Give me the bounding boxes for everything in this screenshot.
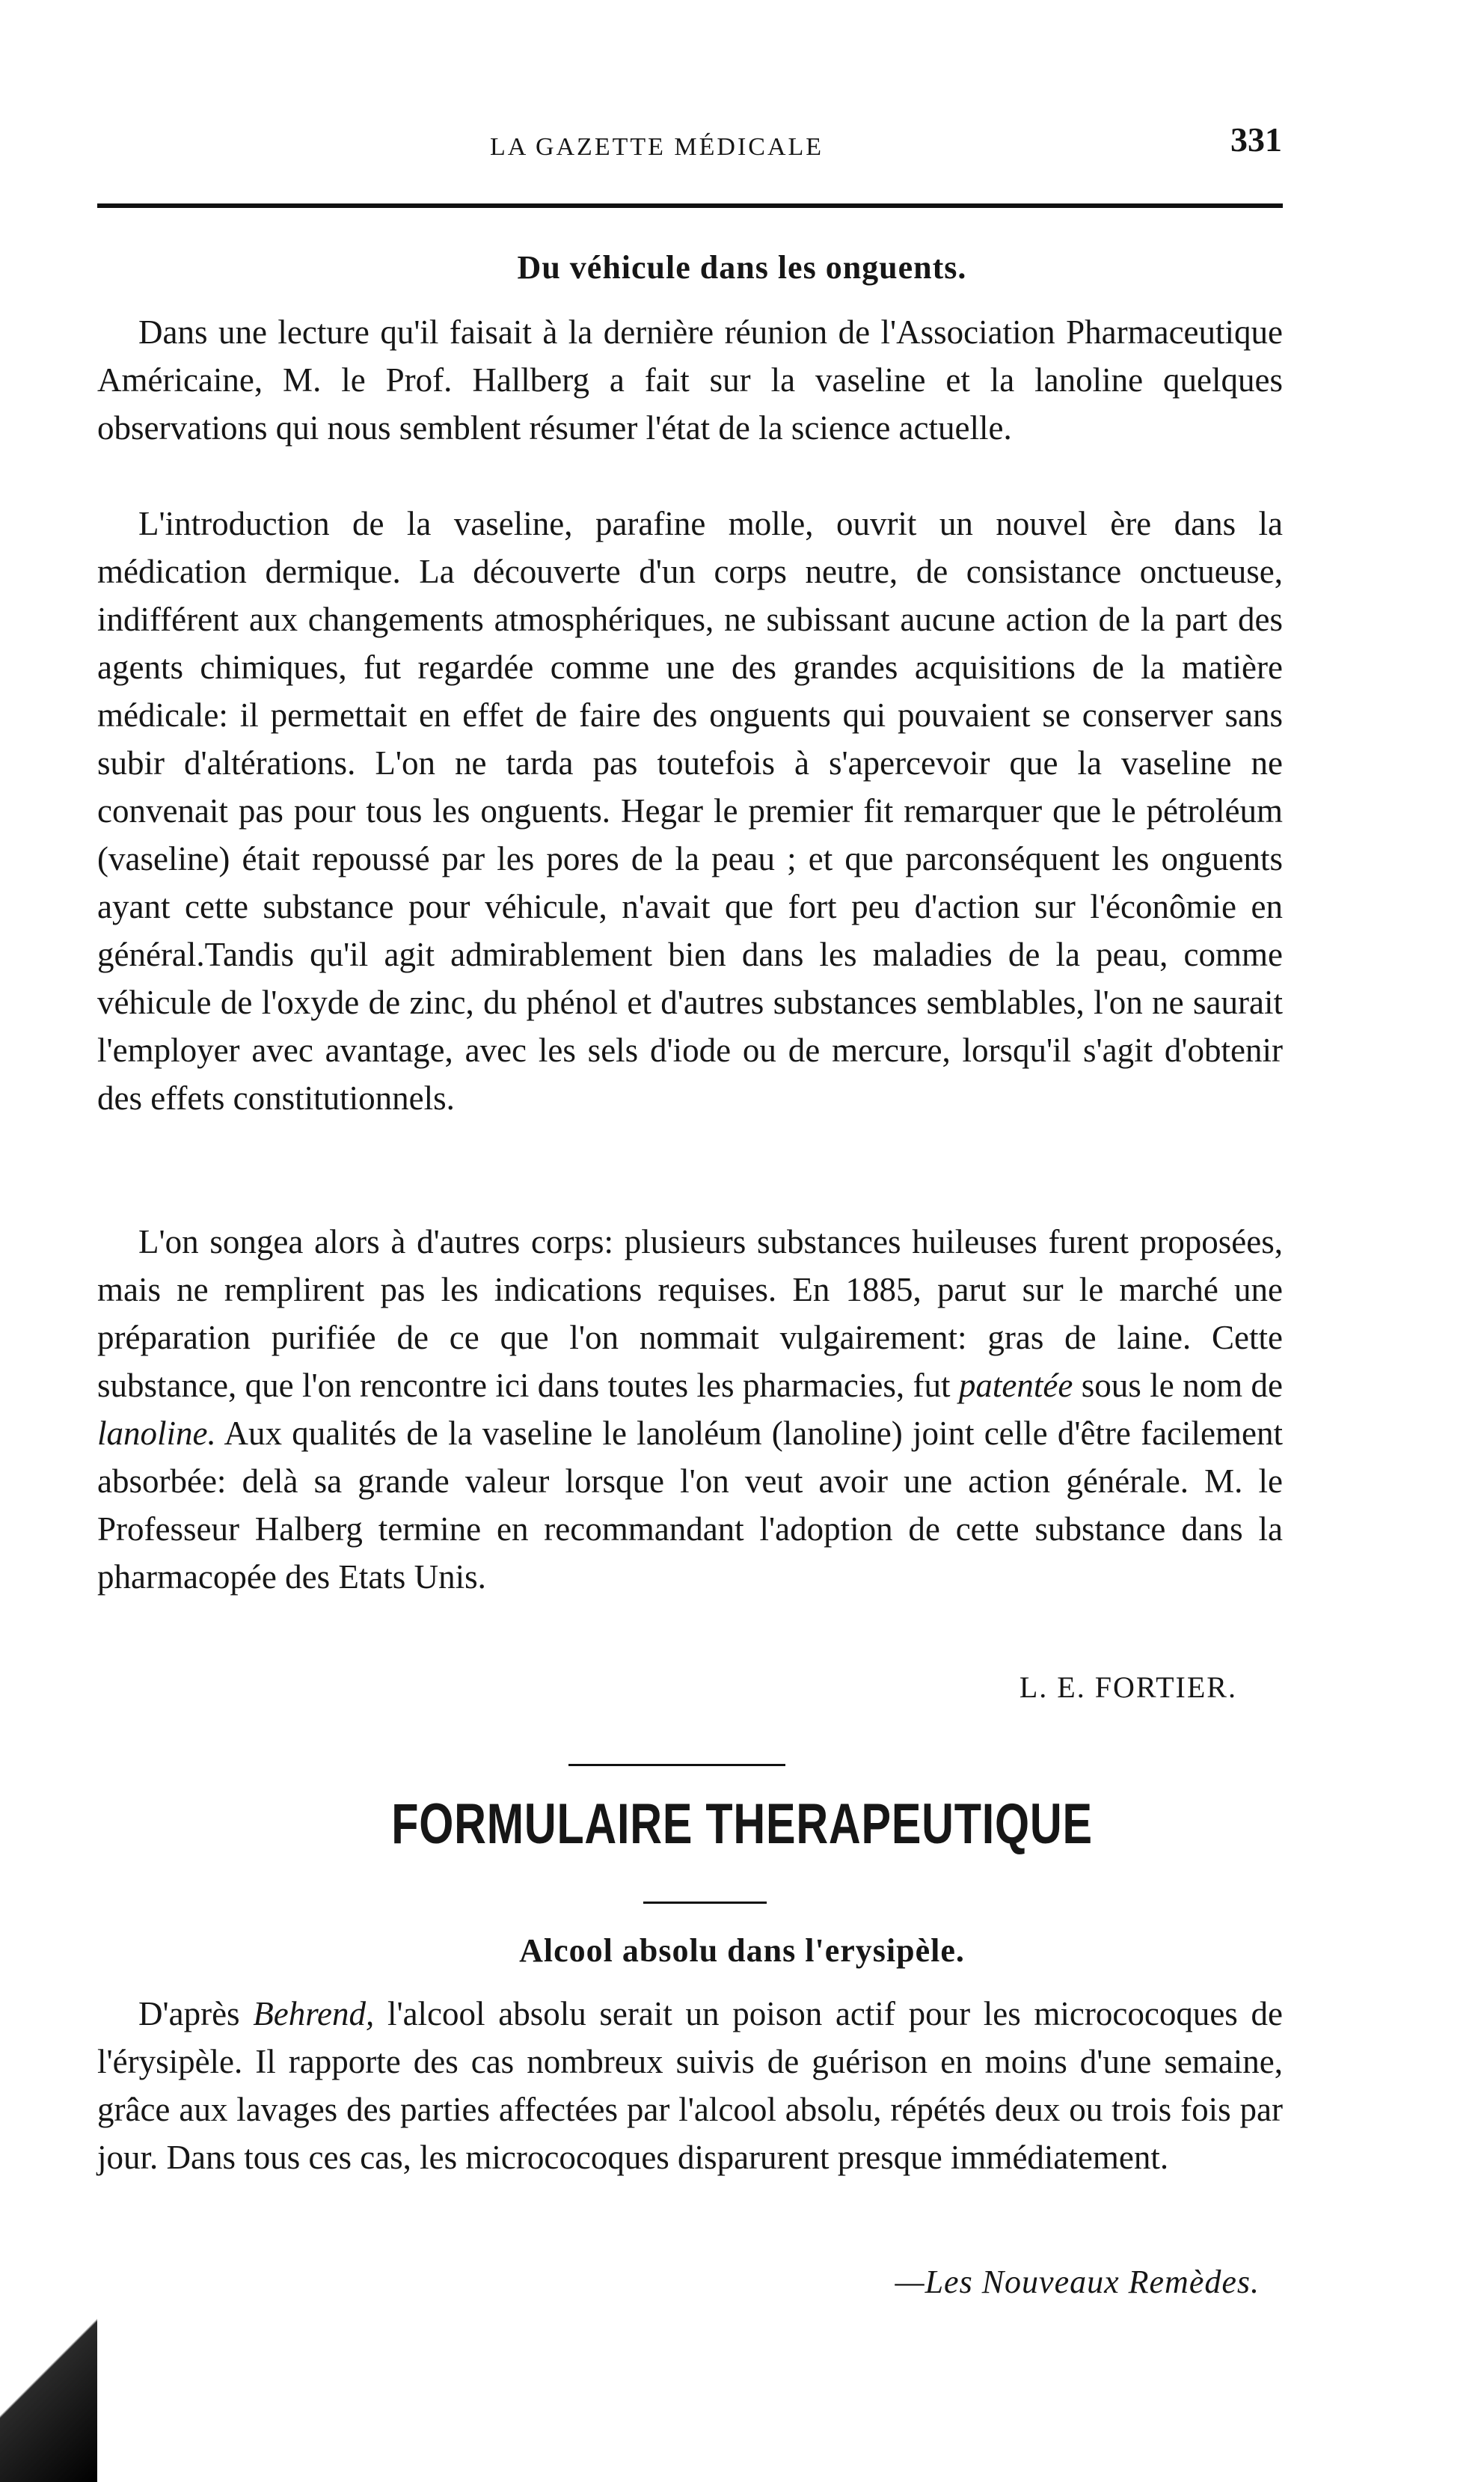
paragraph-text: D'après — [138, 1995, 254, 2032]
section-divider — [568, 1764, 785, 1766]
page-edge-shadow — [0, 2282, 97, 2482]
source-citation: —Les Nouveaux Remèdes. — [895, 2264, 1260, 2300]
author-signature: L. E. FORTIER. — [1019, 1670, 1237, 1704]
heading-underline — [643, 1902, 767, 1904]
section-heading: FORMULAIRE THERAPEUTIQUE — [391, 1792, 1093, 1856]
paragraph-text: L'on songea alors à d'autres corps: plusieurs substances huileuses furent proposées, mais ne remplirent pas les indications requises. En 1885, parut sur le marché une préparation purifiée de ce que l'on nommait vulgairement: gras de laine. Cette substance, que l'on rencontre ici dans toutes les pharmacies, fut — [97, 1223, 1283, 1404]
article2-paragraph — [97, 1990, 1283, 2181]
page-number: 331 — [1230, 120, 1282, 159]
article-title: Du véhicule dans les onguents. — [517, 249, 967, 286]
article-paragraph-1: Dans une lecture qu'il faisait à la dernière réunion de l'Association Pharmaceutique Américaine, M. le Prof. Hallberg a fait sur la vaseline et la lanoline quelques observations qui nous semblent résumer l'état de la science actuelle. — [97, 313, 1283, 447]
article-paragraph-2: L'introduction de la vaseline, parafine molle, ouvrit un nouvel ère dans la médication dermique. La découverte d'un corps neutre, de consistance onctueuse, indifférent aux changements atmosphériques, ne subissant aucune action de la part des agents chimiques, fut regardée comme une des grandes acquisitions de la matière médicale: il permettait en effet de faire des onguents qui pouvaient se conserver sans subir d'altérations. L'on ne tarda pas toutefois à s'apercevoir que la vaseline ne convenait pas pour tous les onguents. Hegar le premier fit remarquer que le pétroléum (vaseline) était repoussé par les pores de la peau ; et que parconséquent les onguents ayant cette substance pour véhicule, n'avait que fort peu d'action sur l'éconômie en général.Tandis qu'il agit admirablement bien dans les maladies de la peau, comme véhicule de l'oxyde de zinc, du phénol et d'autres substances semblables, l'on ne saurait l'employer avec avantage, avec les sels d'iode ou de mercure, lorsqu'il s'agit d'obtenir des effets constitutionnels. — [97, 505, 1283, 1117]
article-paragraph-3 — [97, 1218, 1283, 1601]
italic-term: patentée — [958, 1367, 1073, 1404]
italic-term: lanoline. — [97, 1415, 216, 1452]
paragraph-text: sous le nom de — [1073, 1367, 1284, 1404]
paragraph-text: Aux qualités de la vaseline le lanoléum (lanoline) joint celle d'être facilement absorbée: delà sa grande valeur lorsque l'on veut avoir une action générale. M. le Professeur Halberg termine en recommandant l'adoption de cette substance dans la pharmacopée des Etats Unis. — [97, 1415, 1283, 1596]
running-header: LA GAZETTE MÉDICALE — [490, 133, 824, 161]
paragraph-text: l'alcool absolu serait un poison actif pour les micrococoques de l'érysipèle. Il rapporte des cas nombreux suivis de guérison en moins d'une semaine, grâce aux lavages des parties affectées par l'alcool absolu, répétés deux ou trois fois par jour. Dans tous ces cas, les micrococoques disparurent presque immédiatement. — [97, 1995, 1283, 2176]
italic-name: Behrend, — [253, 1995, 375, 2032]
header-rule — [97, 203, 1283, 208]
article-title-2: Alcool absolu dans l'erysipèle. — [519, 1932, 965, 1969]
